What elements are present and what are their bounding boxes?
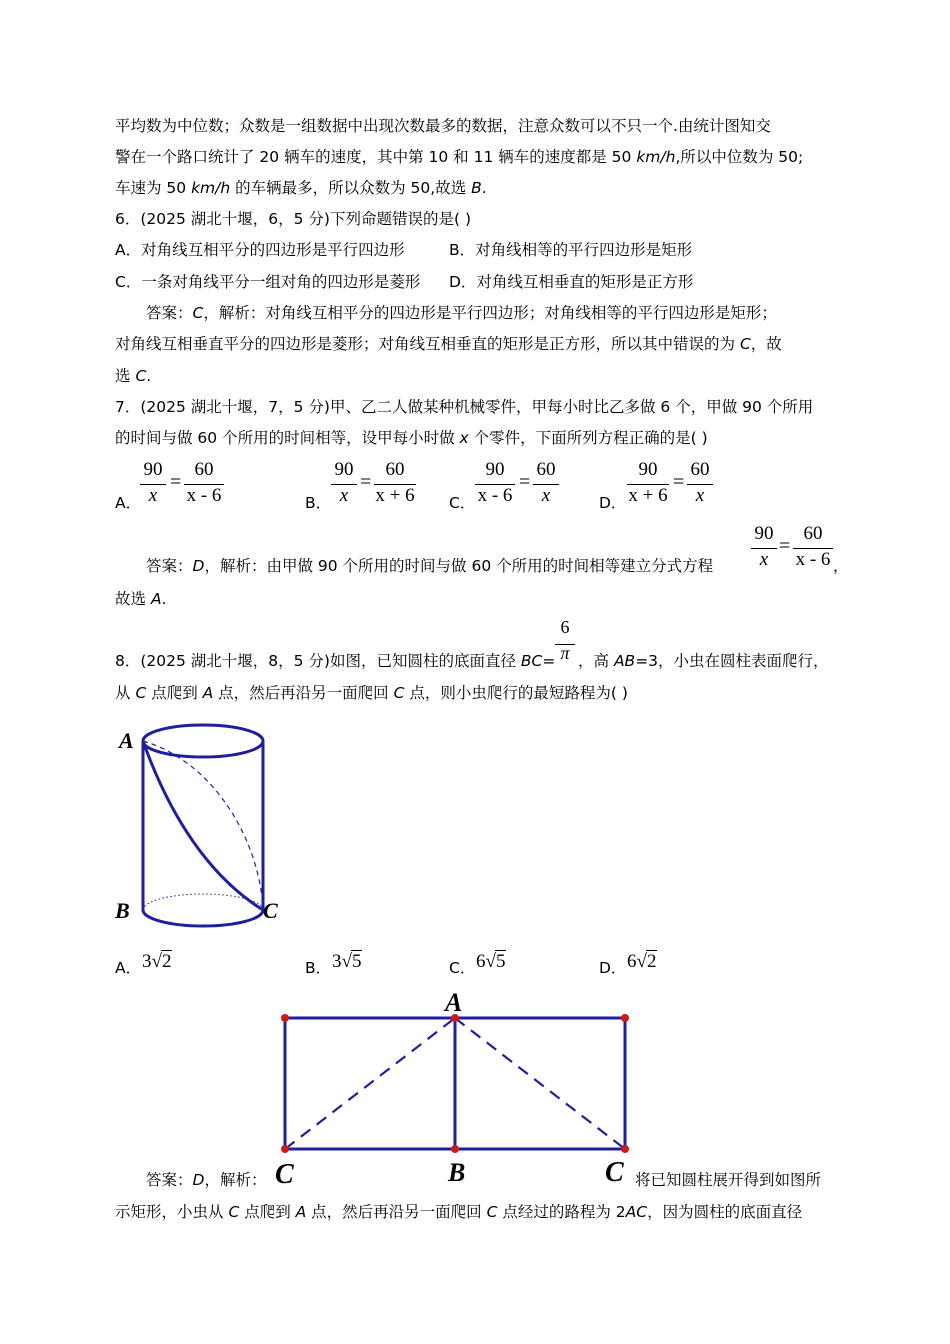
point-c-left — [281, 1145, 289, 1153]
cylinder-label-b: B — [115, 898, 130, 923]
q6-option-a: A．对角线互相平分的四边形是平行四边形 — [115, 241, 405, 259]
q6-option-b: B．对角线相等的平行四边形是矩形 — [449, 241, 693, 259]
intro-line-2: 警在一个路口统计了 20 辆车的速度，其中第 10 和 11 辆车的速度都是 50 km/h,所以中位数为 50; — [115, 148, 804, 166]
q8-bc-fraction: 6 π — [555, 617, 575, 667]
cylinder-bottom-front-arc — [143, 910, 263, 926]
rect-label-c-right: C — [605, 1157, 624, 1188]
q7-option-b-left-fraction: 90 x — [331, 459, 357, 507]
q8-stem-line-1: 8．(2025 湖北十堰，8，5 分)如图，已知圆柱的底面直径 BC= — [115, 652, 556, 670]
q8-option-a-value: 3√2 — [142, 951, 172, 972]
q6-answer-line-3: 选 C. — [115, 367, 152, 385]
q7-option-b-equals: = — [360, 471, 372, 493]
q6-answer-line-1: 答案：C，解析：对角线互相平分的四边形是平行四边形；对角线相等的平行四边形是矩形； — [146, 304, 777, 322]
q7-option-a-left-fraction: 90 x — [140, 459, 166, 507]
point-c-right — [621, 1145, 629, 1153]
q7-option-c-right-fraction: 60 x — [533, 459, 559, 507]
q7-option-c-left-fraction: 90 x - 6 — [475, 459, 515, 507]
q8-stem-line-1-tail: ，高 AB=3，小虫在圆柱表面爬行， — [578, 652, 829, 670]
intro-line-1: 平均数为中位数；众数是一组数据中出现次数最多的数据，注意众数可以不只一个.由统计图知交 — [115, 117, 771, 135]
q7-option-d-label: D． — [599, 494, 627, 512]
cylinder-front-path — [143, 741, 263, 910]
cylinder-label-c: C — [263, 898, 278, 923]
q8-stem-line-2: 从 C 点爬到 A 点，然后再沿另一面爬回 C 点，则小虫爬行的最短路程为( ) — [115, 684, 628, 702]
rect-label-b: B — [448, 1158, 466, 1187]
point-b — [451, 1145, 459, 1153]
q6-option-c: C．一条对角线平分一组对角的四边形是菱形 — [115, 273, 421, 291]
rect-label-c-left: C — [275, 1159, 294, 1190]
point-top-left — [281, 1014, 289, 1022]
q7-stem-line-2: 的时间与做 60 个所用的时间相等，设甲每小时做 x 个零件，下面所列方程正确的是( ) — [115, 429, 708, 447]
q7-option-a-equals: = — [170, 471, 182, 493]
q7-option-a-label: A． — [115, 494, 142, 512]
q7-answer-right-fraction: 60 x - 6 — [793, 523, 833, 571]
q7-option-d-left-fraction: 90 x + 6 — [628, 459, 668, 506]
q8-option-d-value: 6√2 — [627, 951, 657, 972]
q7-option-b-right-fraction: 60 x + 6 — [375, 459, 415, 506]
q7-answer-comma: ， — [833, 557, 849, 575]
q8-option-b-label: B． — [305, 959, 332, 977]
cylinder-label-a: A — [119, 728, 134, 753]
q8-option-d-label: D． — [599, 959, 627, 977]
q8-option-b-value: 3√5 — [332, 951, 362, 972]
q8-option-c-value: 6√5 — [476, 951, 506, 972]
q8-answer-line-2: 示矩形，小虫从 C 点爬到 A 点，然后再沿另一面爬回 C 点经过的路程为 2AC，因为圆柱的底面直径 — [115, 1203, 803, 1221]
q7-option-a-right-fraction: 60 x - 6 — [184, 459, 224, 507]
cylinder-figure — [105, 722, 295, 932]
dashed-segment-left-ca — [285, 1018, 455, 1149]
q8-answer-line-1-tail: 将已知圆柱展开得到如图所 — [635, 1171, 822, 1189]
q7-stem-line-1: 7．(2025 湖北十堰，7，5 分)甲、乙二人做某种机械零件，甲每小时比乙多做 6 个，甲做 90 个所用 — [115, 398, 814, 416]
unfolded-rectangle-figure — [270, 985, 640, 1190]
rect-label-a: A — [445, 988, 463, 1017]
cylinder-top-ellipse — [143, 725, 263, 757]
q6-option-d: D．对角线互相垂直的矩形是正方形 — [449, 273, 694, 291]
q6-stem: 6．(2025 湖北十堰，6，5 分)下列命题错误的是( ) — [115, 210, 472, 228]
cylinder-back-path — [143, 741, 263, 910]
point-top-right — [621, 1014, 629, 1022]
q7-option-d-right-fraction: 60 x — [687, 459, 713, 507]
q6-answer-line-2: 对角线互相垂直平分的四边形是菱形；对角线互相垂直的矩形是正方形，所以其中错误的为 C，故 — [115, 335, 782, 353]
q8-option-a-label: A． — [115, 959, 142, 977]
q7-answer-line-1: 答案：D，解析：由甲做 90 个所用的时间与做 60 个所用的时间相等建立分式方程 — [146, 557, 714, 575]
q7-option-c-equals: = — [519, 471, 531, 493]
q7-answer-left-fraction: 90 x — [751, 523, 777, 571]
q7-answer-equals: = — [779, 535, 791, 557]
q7-option-c-label: C． — [449, 494, 476, 512]
q7-option-d-equals: = — [673, 471, 685, 493]
q8-option-c-label: C． — [449, 959, 476, 977]
q7-option-b-label: B． — [305, 494, 332, 512]
q7-answer-line-2: 故选 A. — [115, 590, 167, 608]
intro-line-3: 车速为 50 km/h 的车辆最多，所以众数为 50,故选 B. — [115, 179, 487, 197]
q8-answer-line-1: 答案：D，解析： — [146, 1171, 267, 1189]
dashed-segment-right-ac — [455, 1018, 625, 1149]
